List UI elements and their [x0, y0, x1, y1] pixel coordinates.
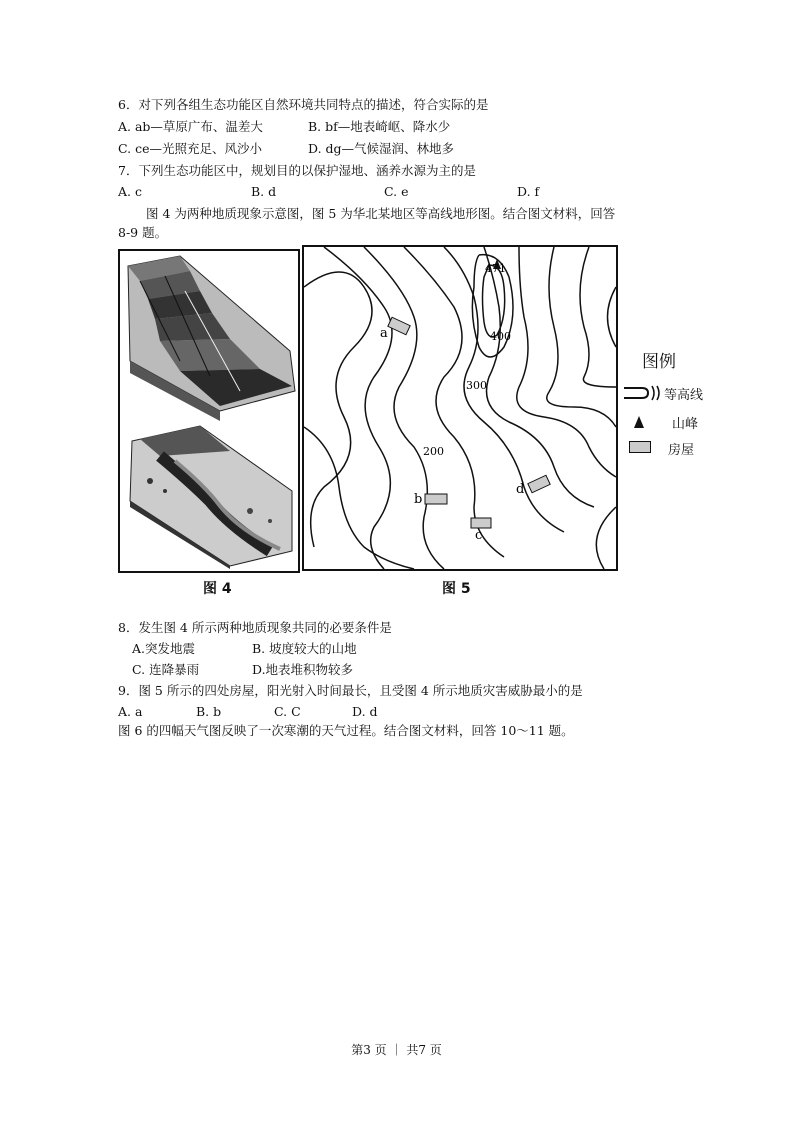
legend-house-icon — [629, 441, 651, 453]
q9-stem: 9．图 5 所示的四处房屋，阳光射入时间最长，且受图 4 所示地质灾害威胁最小的是 — [118, 683, 583, 698]
contour-label-471: 471 — [485, 262, 506, 275]
legend-peak-icon — [633, 414, 645, 433]
q8-option-b: B. 坡度较大的山地 — [252, 641, 357, 656]
figure-4-frame — [118, 249, 300, 573]
intro-10-11: 图 6 的四幅天气图反映了一次寒潮的天气过程。结合图文材料，回答 10～11 题。 — [118, 723, 574, 738]
house-label-d: d — [516, 482, 525, 497]
page-footer: 第3 页 ｜ 共7 页 — [351, 1043, 442, 1057]
q8-stem: 8．发生图 4 所示两种地质现象共同的必要条件是 — [118, 620, 392, 635]
contour-label-400: 400 — [490, 330, 511, 343]
legend-contour-label: 等高线 — [664, 388, 704, 403]
q6-option-d: D. dg—气候湿润、林地多 — [308, 141, 455, 156]
q9-option-c: C. C — [274, 704, 301, 719]
contour-map — [304, 247, 616, 569]
house-label-c: c — [475, 528, 483, 543]
q6-stem: 6．对下列各组生态功能区自然环境共同特点的描述，符合实际的是 — [118, 97, 489, 112]
q6-option-a: A. ab—草原广布、温差大 — [118, 119, 263, 134]
legend-contour-icon — [622, 384, 662, 406]
geology-illustration — [120, 251, 298, 571]
q9-option-a: A. a — [118, 704, 143, 719]
house-c-icon — [471, 518, 491, 528]
q6-option-b: B. bf—地表崎岖、降水少 — [308, 119, 451, 134]
q7-option-b: B. d — [251, 184, 277, 199]
q7-option-c: C. e — [384, 184, 409, 199]
q7-option-a: A. c — [118, 184, 142, 199]
contour-lines — [304, 247, 616, 569]
figure-4-caption: 图 4 — [203, 581, 232, 597]
q7-stem: 7．下列生态功能区中，规划目的以保护湿地、涵养水源为主的是 — [118, 163, 476, 178]
house-b-icon — [425, 494, 447, 504]
house-a-icon — [388, 317, 410, 335]
intro-8-9-line1: 图 4 为两种地质现象示意图，图 5 为华北某地区等高线地形图。结合图文材料，回答 — [146, 206, 616, 221]
legend-house-label: 房屋 — [668, 443, 695, 458]
intro-8-9-line2: 8-9 题。 — [118, 225, 168, 240]
landslide-block — [128, 256, 295, 421]
contour-label-200: 200 — [423, 445, 444, 458]
contour-label-300: 300 — [466, 379, 487, 392]
q9-option-d: D. d — [352, 704, 378, 719]
house-label-b: b — [414, 492, 423, 507]
q8-option-c: C. 连降暴雨 — [132, 662, 200, 677]
legend-peak-label: 山峰 — [672, 417, 699, 432]
q6-option-c: C. ce—光照充足、风沙小 — [118, 141, 262, 156]
q8-option-d: D.地表堆积物较多 — [252, 662, 354, 677]
q8-option-a: A.突发地震 — [132, 641, 196, 656]
q9-option-b: B. b — [196, 704, 222, 719]
figure-5-frame — [302, 245, 618, 571]
legend-title: 图例 — [642, 352, 676, 372]
q7-option-d: D. f — [517, 184, 540, 199]
house-label-a: a — [380, 326, 388, 341]
mudflow-block — [130, 426, 292, 569]
figure-5-caption: 图 5 — [442, 581, 471, 597]
house-d-icon — [528, 475, 550, 493]
